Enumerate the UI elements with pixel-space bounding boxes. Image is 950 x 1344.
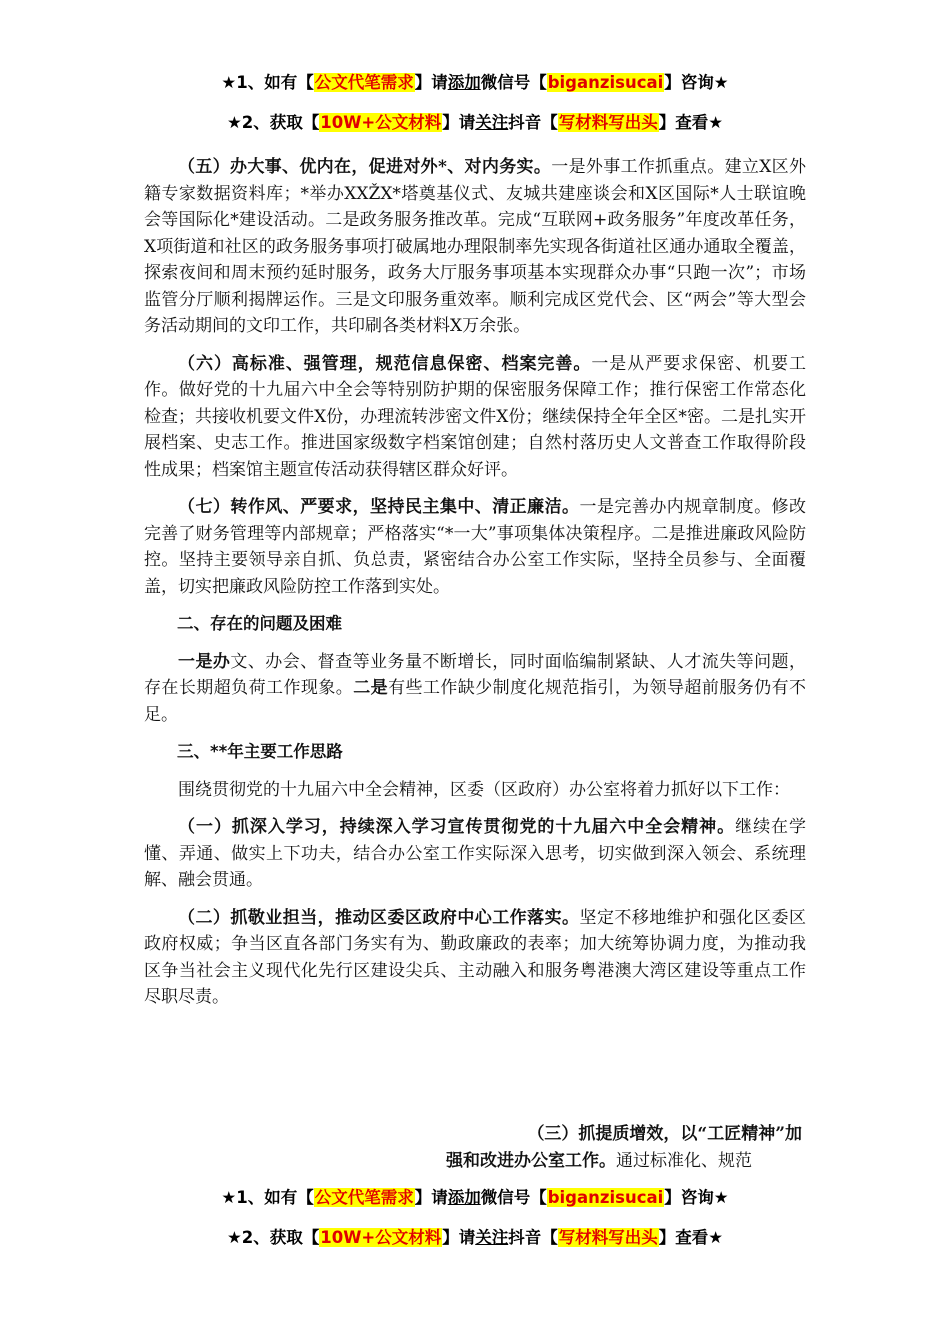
highlight-wechat-id: biganzisucai [547,73,664,92]
plans-intro: 围绕贯彻党的十九届六中全会精神，区委（区政府）办公室将着力抓好以下工作： [178,779,790,800]
highlight-wechat-id: biganzisucai [547,1188,664,1207]
top-banner-line-2: ★2、获取【10W+公文材料】请关注抖音【写材料写出头】查看★ [226,113,724,132]
highlight-materials: 10W+公文材料 [320,1228,442,1247]
bottom-banner-line-1: ★1、如有【公文代笔需求】请添加微信号【biganzisucai】咨询★ [221,1188,729,1207]
plan-three-fragment [446,1121,806,1174]
highlight-douyin: 写材料写出头 [558,1228,658,1247]
problems-paragraph: 一是办文、办会、督查等业务量不断增长，同时面临编制紧缺、人才流失等问题，存在长期超负荷工作现象。二是有些工作缺少制度化规范指引，为领导超前服务仍有不足。 [144,651,807,725]
top-banner-line-1: ★1、如有【公文代笔需求】请添加微信号【biganzisucai】咨询★ [221,73,729,92]
heading-problems: 二、存在的问题及困难 [177,614,342,633]
highlight-service: 公文代笔需求 [314,73,414,92]
document-body [144,154,806,1022]
section-seven: （七）转作风、严要求，坚持民主集中、清正廉洁。一是完善办内规章制度。修改完善了财务管理等内部规章；严格落实“*一大”事项集体决策程序。二是推进廉政风险防控。坚持主要领导亲自抓、负总责，紧密结合办公室工作实际，坚持全员参与、全面覆盖，切实把廉政风险防控工作落到实处。 [144,497,807,597]
plan-three-line-2: 强和改进办公室工作。通过标准化、规范 [446,1150,752,1171]
section-six: （六）高标准、强管理，规范信息保密、档案完善。一是从严要求保密、机要工作。做好党的十九届六中全会等特别防护期的保密服务保障工作；推行保密工作常态化检查；共接收机要文件X份，办理流转涉密文件X份；继续保持全年全区*密。二是扎实开展档案、史志工作。推进国家级数字档案馆创建；自然村落历史人文普查工作取得阶段性成果；档案馆主题宣传活动获得辖区群众好评。 [144,353,807,480]
heading-plans: 三、**年主要工作思路 [177,742,343,761]
highlight-materials: 10W+公文材料 [320,113,442,132]
plan-three-line-1: （三）抓提质增效，以“工匠精神”加 [527,1124,802,1144]
section-five: （五）办大事、优内在，促进对外*、对内务实。一是外事工作抓重点。建立X区外籍专家数据资料库；*举办XXŽX*塔奠基仪式、友城共建座谈会和X区国际*人士联谊晚会等国际化*建设活动。二是政务服务推改革。完成“互联网+政务服务”年度改革任务，X项街道和社区的政务服务事项打破属地办理限制率先实现各街道社区通办通取全覆盖，探索夜间和周末预约延时服务，政务大厅服务事项基本实现群众办事“只跑一次”；市场监管分厅顺利揭牌运作。三是文印服务重效率。顺利完成区党代会、区“两会”等大型会务活动期间的文印工作，共印刷各类材料X万余张。 [144,157,807,336]
bottom-banner-line-2: ★2、获取【10W+公文材料】请关注抖音【写材料写出头】查看★ [226,1228,724,1247]
highlight-douyin: 写材料写出头 [558,113,658,132]
plan-two: （二）抓敬业担当，推动区委区政府中心工作落实。坚定不移地维护和强化区委区政府权威；争当区直各部门务实有为、勤政廉政的表率；加大统筹协调力度，为推动我区争当社会主义现代化先行区建设尖兵、主动融入和服务粤港澳大湾区建设等重点工作尽职尽责。 [144,907,807,1007]
highlight-service: 公文代笔需求 [314,1188,414,1207]
plan-one: （一）抓深入学习，持续深入学习宣传贯彻党的十九届六中全会精神。继续在学懂、弄通、做实上下功夫，结合办公室工作实际深入思考，切实做到深入领会、系统理解、融会贯通。 [144,817,807,890]
